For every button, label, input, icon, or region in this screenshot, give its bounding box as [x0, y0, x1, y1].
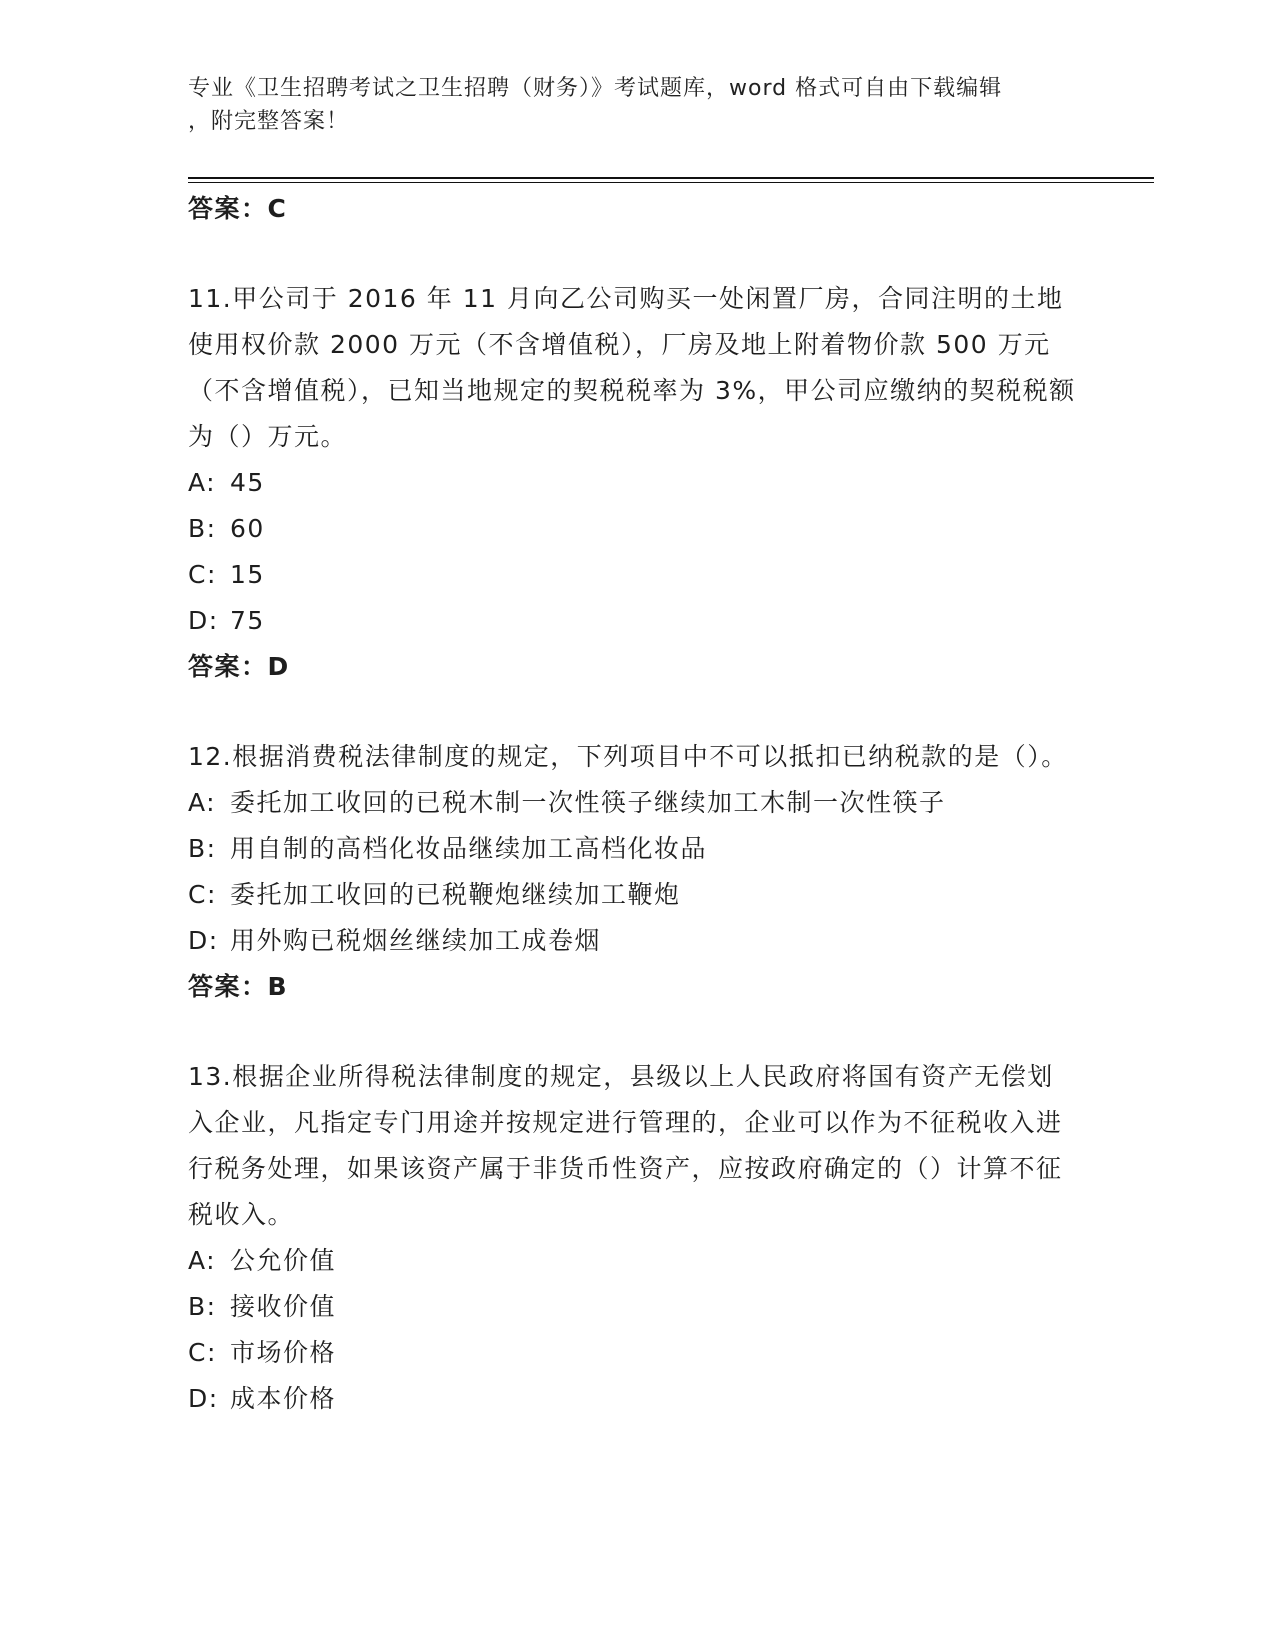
document-body — [188, 186, 1078, 1422]
option-letter: C: — [188, 1338, 217, 1367]
option-letter: A: — [188, 468, 217, 497]
header-line-2: ，附完整答案！ — [188, 109, 350, 134]
option-text: 成本价格 — [230, 1384, 337, 1413]
document-header — [188, 72, 1088, 138]
option-text: 委托加工收回的已税木制一次性筷子继续加工木制一次性筷子 — [230, 788, 946, 817]
header-divider-thick — [188, 177, 1154, 179]
option-letter: B: — [188, 834, 217, 863]
answer-q10: 答案：C — [188, 194, 288, 223]
option-c — [188, 552, 1078, 598]
option-text: 公允价值 — [230, 1246, 337, 1275]
question-13 — [188, 1054, 1078, 1422]
option-letter: D: — [188, 606, 219, 635]
option-letter: C: — [188, 560, 217, 589]
option-text: 45 — [230, 468, 265, 497]
answer-q12: 答案：B — [188, 972, 289, 1001]
option-c — [188, 872, 1078, 918]
option-letter: D: — [188, 926, 219, 955]
option-text: 市场价格 — [230, 1338, 337, 1367]
option-b — [188, 826, 1078, 872]
option-text: 接收价值 — [230, 1292, 337, 1321]
option-letter: D: — [188, 1384, 219, 1413]
header-divider-thin — [188, 182, 1154, 183]
option-a — [188, 460, 1078, 506]
answer-q11: 答案：D — [188, 652, 290, 681]
option-text: 60 — [230, 514, 265, 543]
option-letter: A: — [188, 1246, 217, 1275]
spacer — [188, 232, 1078, 276]
option-d — [188, 1376, 1078, 1422]
option-b — [188, 1284, 1078, 1330]
option-letter: A: — [188, 788, 217, 817]
option-text: 75 — [230, 606, 265, 635]
question-11 — [188, 276, 1078, 690]
spacer — [188, 1010, 1078, 1054]
question-12 — [188, 734, 1078, 1010]
question-stem: 13.根据企业所得税法律制度的规定，县级以上人民政府将国有资产无偿划入企业，凡指定专门用途并按规定进行管理的，企业可以作为不征税收入进行税务处理，如果该资产属于非货币性资产，应按政府确定的（）计算不征税收入。 — [188, 1062, 1063, 1229]
option-a — [188, 1238, 1078, 1284]
option-text: 用自制的高档化妆品继续加工高档化妆品 — [230, 834, 708, 863]
question-stem: 12.根据消费税法律制度的规定，下列项目中不可以抵扣已纳税款的是（）。 — [188, 742, 1068, 771]
option-text: 用外购已税烟丝继续加工成卷烟 — [230, 926, 602, 955]
option-c — [188, 1330, 1078, 1376]
option-text: 委托加工收回的已税鞭炮继续加工鞭炮 — [230, 880, 681, 909]
option-d — [188, 918, 1078, 964]
option-letter: B: — [188, 514, 217, 543]
option-letter: C: — [188, 880, 217, 909]
question-stem: 11.甲公司于 2016 年 11 月向乙公司购买一处闲置厂房，合同注明的土地使用权价款 2000 万元（不含增值税），厂房及地上附着物价款 500 万元（不含增值税），已知当地规定的契税税率为 3%，甲公司应缴纳的契税税额为（）万元。 — [188, 284, 1076, 451]
spacer — [188, 690, 1078, 734]
header-line-1: 专业《卫生招聘考试之卫生招聘（财务）》考试题库，word 格式可自由下载编辑 — [188, 76, 1003, 101]
option-a — [188, 780, 1078, 826]
option-letter: B: — [188, 1292, 217, 1321]
option-b — [188, 506, 1078, 552]
option-d — [188, 598, 1078, 644]
option-text: 15 — [230, 560, 265, 589]
